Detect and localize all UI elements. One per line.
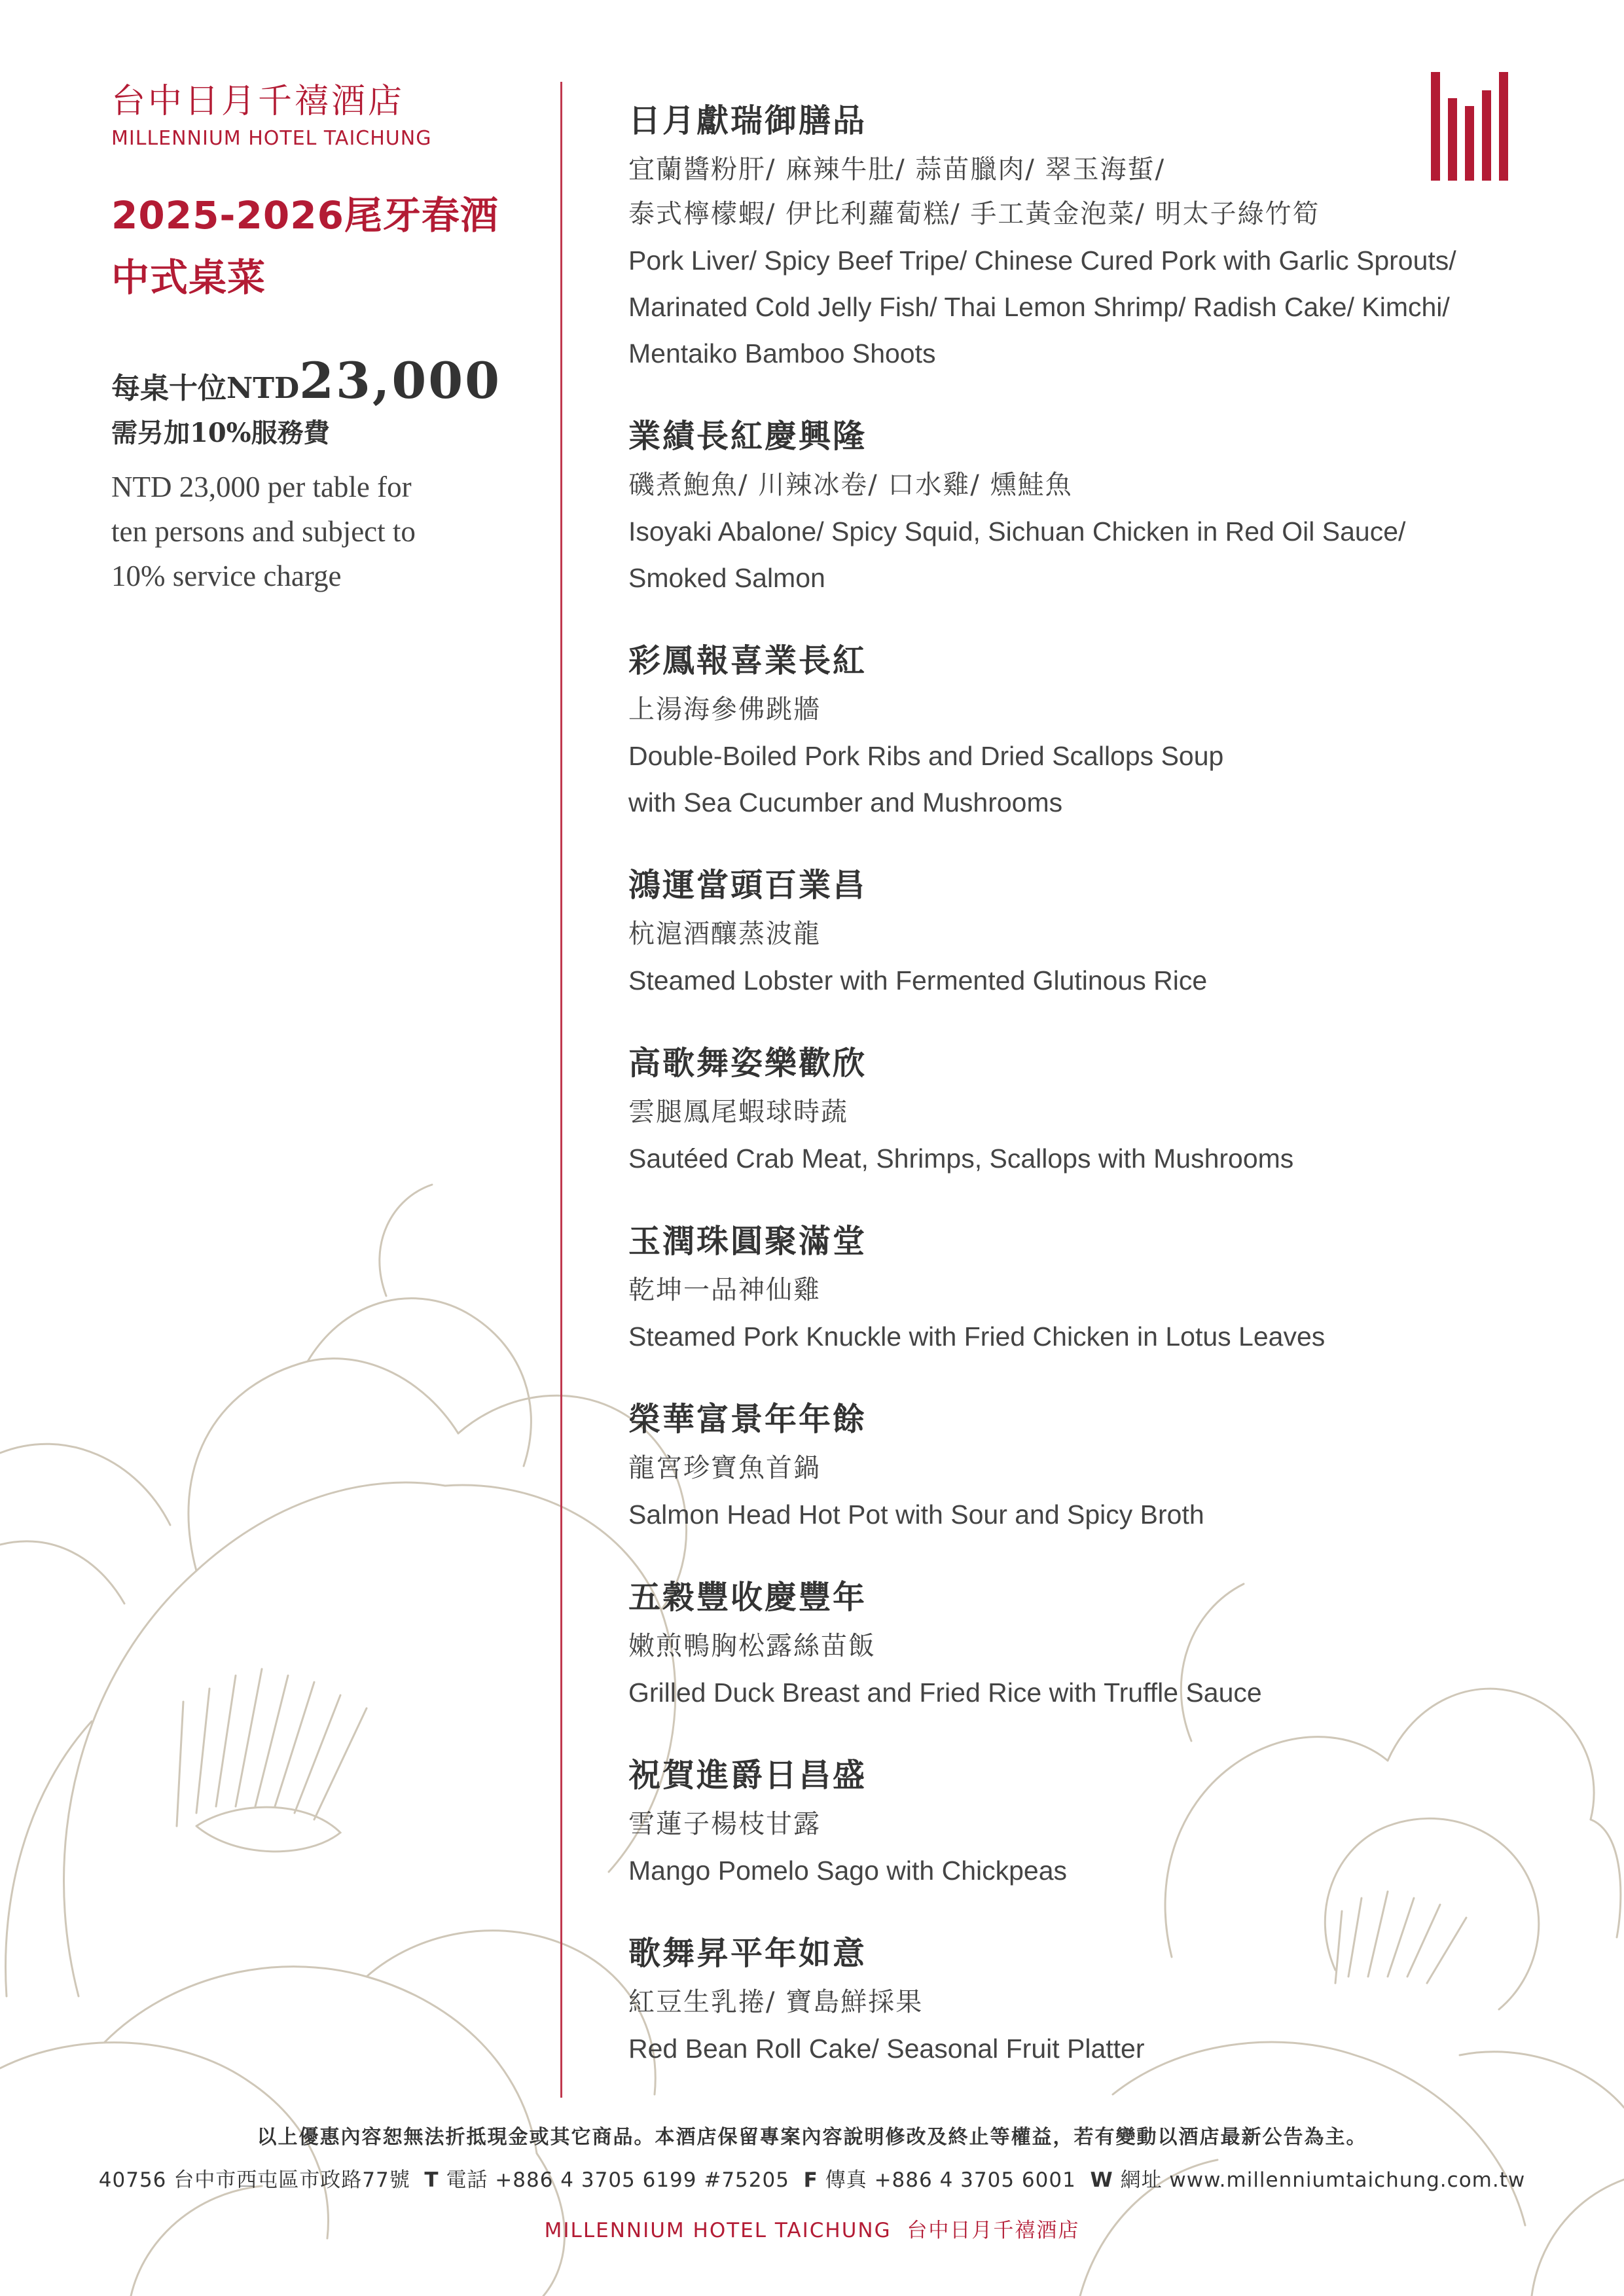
course-dish-en: Double-Boiled Pork Ribs and Dried Scallops Soup <box>628 741 1224 771</box>
course-title: 五穀豐收慶豐年 <box>628 1579 867 1616</box>
menu-course <box>628 635 1558 825</box>
course-title: 日月獻瑞御膳品 <box>628 102 867 139</box>
course-dish-en: Steamed Lobster with Fermented Glutinous Rice <box>628 965 1208 996</box>
price-en-line3: 10% service charge <box>111 560 342 592</box>
hotel-name-zh: 台中日月千禧酒店 <box>111 82 405 121</box>
price-prefix: 每桌十位NTD <box>111 372 300 405</box>
course-title: 彩鳳報喜業長紅 <box>628 642 867 679</box>
course-dish-en: Grilled Duck Breast and Fried Rice with Truffle Sauce <box>628 1677 1262 1708</box>
footer-hotel-name <box>0 2214 1624 2243</box>
course-title: 玉潤珠圓聚滿堂 <box>628 1223 867 1260</box>
menu-course <box>628 1215 1558 1359</box>
course-title: 業績長紅慶興隆 <box>628 418 867 455</box>
menu-list <box>628 95 1558 2106</box>
course-dish-zh: 杭滬酒釀蒸波龍 <box>628 919 821 949</box>
event-title <box>111 185 530 309</box>
service-charge-zh: 需另加10%服務費 <box>111 418 330 448</box>
contact-info <box>0 2163 1624 2193</box>
menu-course <box>628 1037 1558 1181</box>
course-dish-en: Mango Pomelo Sago with Chickpeas <box>628 1856 1068 1886</box>
price-en-line1: NTD 23,000 per table for <box>111 471 412 503</box>
menu-course <box>628 1571 1558 1715</box>
course-title: 鴻運當頭百業昌 <box>628 867 867 904</box>
course-dish-zh: 泰式檸檬蝦/ 伊比利蘿蔔糕/ 手工黃金泡菜/ 明太子綠竹筍 <box>628 199 1320 229</box>
web-label: W <box>1090 2168 1113 2192</box>
website: 網址 www.millenniumtaichung.com.tw <box>1120 2168 1526 2192</box>
course-dish-zh: 乾坤一品神仙雞 <box>628 1275 821 1305</box>
course-title: 祝賀進爵日昌盛 <box>628 1757 867 1794</box>
course-title: 高歌舞姿樂歡欣 <box>628 1045 867 1082</box>
event-title-line1: 2025-2026尾牙春酒 <box>111 193 499 238</box>
course-dish-zh: 宜蘭醬粉肝/ 麻辣牛肚/ 蒜苗臘肉/ 翠玉海蜇/ <box>628 154 1166 185</box>
course-dish-en: Steamed Pork Knuckle with Fried Chicken in Lotus Leaves <box>628 1321 1326 1352</box>
divider-line <box>560 82 562 2098</box>
course-dish-zh: 雪蓮子楊枝甘露 <box>628 1809 821 1839</box>
course-dish-zh: 嫩煎鴨胸松露絲苗飯 <box>628 1631 876 1661</box>
left-header-panel <box>111 79 530 598</box>
menu-course <box>628 1393 1558 1537</box>
phone: 電話 +886 4 3705 6199 #75205 <box>446 2168 789 2192</box>
footer-hotel-name-en: MILLENNIUM HOTEL TAICHUNG <box>544 2219 892 2242</box>
address: 40756 台中市西屯區市政路77號 <box>98 2168 410 2192</box>
price-zh <box>111 351 530 415</box>
menu-course <box>628 95 1558 376</box>
course-dish-en: Smoked Salmon <box>628 563 825 593</box>
course-dish-en: Salmon Head Hot Pot with Sour and Spicy Broth <box>628 1499 1204 1530</box>
footer-hotel-name-zh: 台中日月千禧酒店 <box>907 2219 1080 2242</box>
event-title-line2: 中式桌菜 <box>111 255 266 300</box>
hotel-name-en: MILLENNIUM HOTEL TAICHUNG <box>111 127 432 150</box>
course-dish-en: Red Bean Roll Cake/ Seasonal Fruit Platter <box>628 2034 1145 2064</box>
fax: 傳真 +886 4 3705 6001 <box>825 2168 1076 2192</box>
course-dish-en: with Sea Cucumber and Mushrooms <box>628 787 1063 817</box>
fax-label: F <box>803 2168 818 2192</box>
course-dish-en: Sautéed Crab Meat, Shrimps, Scallops with Mushrooms <box>628 1143 1294 1174</box>
course-dish-en: Marinated Cold Jelly Fish/ Thai Lemon Shrimp/ Radish Cake/ Kimchi/ <box>628 292 1450 322</box>
course-dish-zh: 紅豆生乳捲/ 寶島鮮採果 <box>628 1987 924 2017</box>
course-title: 歌舞昇平年如意 <box>628 1935 867 1972</box>
price-amount: 23,000 <box>299 351 501 410</box>
menu-course <box>628 1749 1558 1893</box>
menu-course <box>628 410 1558 600</box>
disclaimer: 以上優惠內容恕無法折抵現金或其它商品。本酒店保留專案內容說明修改及終止等權益，若有變動以酒店最新公告為主。 <box>257 2126 1367 2149</box>
course-dish-zh: 磯煮鮑魚/ 川辣冰卷/ 口水雞/ 燻鮭魚 <box>628 470 1073 500</box>
course-dish-en: Mentaiko Bamboo Shoots <box>628 338 936 368</box>
price-en <box>111 465 530 598</box>
course-dish-zh: 上湯海參佛跳牆 <box>628 694 821 725</box>
course-dish-zh: 龍宮珍寶魚首鍋 <box>628 1453 821 1483</box>
menu-course <box>628 1928 1558 2071</box>
price-en-line2: ten persons and subject to <box>111 515 416 548</box>
course-dish-en: Pork Liver/ Spicy Beef Tripe/ Chinese Cured Pork with Garlic Sprouts/ <box>628 245 1456 276</box>
menu-course <box>628 859 1558 1003</box>
phone-label: T <box>424 2168 439 2192</box>
course-title: 榮華富景年年餘 <box>628 1401 867 1438</box>
course-dish-zh: 雲腿鳳尾蝦球時蔬 <box>628 1097 848 1127</box>
course-dish-en: Isoyaki Abalone/ Spicy Squid, Sichuan Chicken in Red Oil Sauce/ <box>628 516 1406 547</box>
